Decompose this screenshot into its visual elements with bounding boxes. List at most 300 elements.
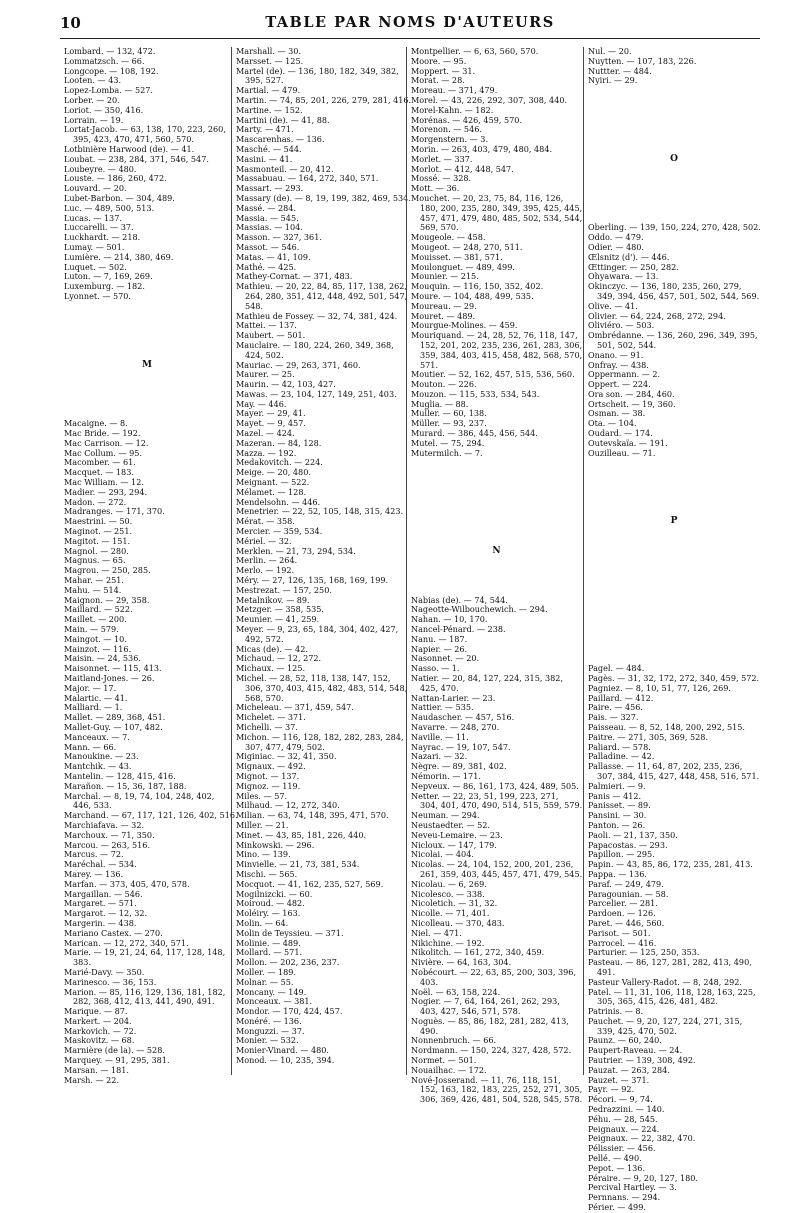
index-entry-continuation: 491. bbox=[597, 966, 616, 977]
index-entry: Mouriquand. — 24, 28, 52, 76, 118, 147, bbox=[411, 330, 578, 341]
index-entry: Nové-Josserand. — 11, 76, 118, 151, bbox=[411, 1074, 561, 1085]
index-entry: Morlet. — 337. bbox=[411, 153, 473, 164]
index-entry-continuation: 571. bbox=[420, 359, 439, 370]
index-entry: Magrou. — 250, 285. bbox=[64, 565, 151, 576]
index-entry: Muller. — 60, 138. bbox=[411, 408, 487, 419]
index-entry: Nasonnet. — 20. bbox=[411, 653, 480, 664]
index-entry: Looten. — 43. bbox=[64, 75, 122, 86]
index-entry: Marchand. — 67, 117, 121, 126, 402, 516. bbox=[64, 810, 238, 821]
index-entry: Olive. — 41. bbox=[588, 300, 638, 311]
index-entry: Martin. — 74, 85, 201, 226, 279, 281, 416. bbox=[236, 94, 412, 105]
index-entry: Luc. — 489, 500, 513. bbox=[64, 202, 155, 213]
index-entry-continuation: 349, 394, 456, 457, 501, 502, 544, 569. bbox=[597, 290, 760, 301]
index-entry: Metalnikov. — 89. bbox=[236, 594, 310, 605]
index-entry-continuation: 569, 570. bbox=[420, 222, 459, 233]
blank-line bbox=[411, 458, 582, 468]
blank-line bbox=[411, 556, 582, 566]
blank-line bbox=[588, 184, 760, 194]
index-entry: Mestrezat. — 157, 250. bbox=[236, 584, 332, 595]
index-entry: Lopez-Lomba. — 527. bbox=[64, 85, 153, 96]
index-entry-continuation: 424, 502. bbox=[245, 349, 284, 360]
index-entry: Marcus. — 72. bbox=[64, 849, 124, 860]
index-entry: Main. — 579. bbox=[64, 624, 119, 635]
index-entry: Mann. — 66. bbox=[64, 741, 117, 752]
index-entry: Périer. — 499. bbox=[588, 1202, 646, 1213]
index-entry: Marañon. — 15, 36, 187, 188. bbox=[64, 780, 187, 791]
index-entry: Massot. — 546. bbox=[236, 241, 300, 252]
index-entry: Moiroud. — 482. bbox=[236, 898, 305, 909]
index-entry: Mainzot. — 116. bbox=[64, 643, 132, 654]
index-entry: Menetrier. — 22, 52, 105, 148, 315, 423. bbox=[236, 506, 404, 517]
index-entry: Michon. — 116, 128, 182, 282, 283, 284, bbox=[236, 731, 404, 742]
index-entry: Parturier. — 125, 250, 353. bbox=[588, 947, 700, 958]
index-entry: Netter. — 22, 23, 51, 199, 223, 271, bbox=[411, 790, 559, 801]
index-entry: Nonnenbruch. — 66. bbox=[411, 1035, 497, 1046]
index-entry-continuation: 492, 572. bbox=[245, 633, 284, 644]
blank-line bbox=[588, 625, 760, 635]
index-entry: Molin. — 64. bbox=[236, 917, 289, 928]
index-entry: Massart. — 293. bbox=[236, 183, 304, 194]
index-entry: Marey. — 136. bbox=[64, 868, 124, 879]
index-entry: Morat. — 28. bbox=[411, 75, 465, 86]
blank-line bbox=[588, 106, 760, 116]
blank-line bbox=[588, 488, 760, 498]
blank-line bbox=[411, 507, 582, 517]
index-entry: Mac Bride. — 192. bbox=[64, 428, 141, 439]
index-entry: Micheleau. — 371, 459, 547. bbox=[236, 702, 354, 713]
index-entry: Oberling. — 139, 150, 224, 270, 428, 502. bbox=[588, 222, 761, 233]
index-entry: Medakovitch. — 224. bbox=[236, 457, 323, 468]
index-entry: Massabuau. — 164, 272, 340, 571. bbox=[236, 173, 379, 184]
blank-line bbox=[588, 537, 760, 547]
index-entry: Morénas. — 426, 459, 570. bbox=[411, 114, 523, 125]
index-entry: Pagel. — 484. bbox=[588, 663, 645, 674]
index-entry: Michaud. — 12, 272. bbox=[236, 653, 322, 664]
index-entry: May. — 446. bbox=[236, 398, 287, 409]
index-entry: Manoukine. — 23. bbox=[64, 751, 139, 762]
index-entry: Marié-Davy. — 350. bbox=[64, 966, 145, 977]
index-entry: Marion. — 85, 116, 129, 136, 181, 182, bbox=[64, 986, 226, 997]
index-entry: Molnar. — 55. bbox=[236, 976, 294, 987]
index-entry: Papin. — 43, 85, 86, 172, 235, 281, 413. bbox=[588, 859, 753, 870]
index-entry: Mathieu de Fossey. — 32, 74, 381, 424. bbox=[236, 310, 398, 321]
index-entry: Meige. — 20, 480. bbox=[236, 467, 311, 478]
index-entry: Morenon. — 546. bbox=[411, 124, 482, 135]
index-entry: Mougeole. — 458. bbox=[411, 232, 486, 243]
index-entry: Martel (de). — 136, 180, 182, 349, 382, bbox=[236, 65, 399, 76]
index-entry: Morlot. — 412, 448, 547. bbox=[411, 163, 514, 174]
blank-line bbox=[64, 312, 230, 322]
index-entry-continuation: 307, 384, 415, 427, 448, 458, 516, 571. bbox=[597, 770, 760, 781]
index-entry: Marinesco. — 36, 153. bbox=[64, 976, 157, 987]
index-entry: Marfan. — 373, 405, 470, 578. bbox=[64, 878, 190, 889]
index-entry: Michaux. — 125. bbox=[236, 663, 306, 674]
index-entry: Maurin. — 42, 103, 427. bbox=[236, 379, 336, 390]
index-entry: Masmonteil. — 20, 412. bbox=[236, 163, 334, 174]
blank-line bbox=[588, 116, 760, 126]
index-entry: Minkowski. — 296. bbox=[236, 839, 315, 850]
index-entry: Mayet. — 9, 457. bbox=[236, 418, 306, 429]
index-entry: Patrinis. — 8. bbox=[588, 1006, 644, 1017]
blank-line bbox=[64, 400, 230, 410]
index-entry: Pardoen. — 126. bbox=[588, 908, 656, 919]
blank-line bbox=[411, 478, 582, 488]
index-entry-continuation: 403. bbox=[420, 976, 439, 987]
index-entry: Meyer. — 9, 23, 65, 184, 304, 402, 427, bbox=[236, 624, 399, 635]
index-entry: Onano. — 91. bbox=[588, 349, 644, 360]
page-title: TABLE PAR NOMS D'AUTEURS bbox=[265, 14, 555, 31]
index-entry: Marie. — 19, 21, 24, 64, 117, 128, 148, bbox=[64, 947, 226, 958]
index-entry: Monier-Vinard. — 480. bbox=[236, 1045, 329, 1056]
index-entry: Nivière. — 64, 163, 304. bbox=[411, 957, 512, 968]
index-entry: Michel. — 28, 52, 118, 138, 147, 152, bbox=[236, 673, 391, 683]
index-entry-continuation: 339, 425, 470, 502. bbox=[597, 1025, 677, 1036]
page-number: 10 bbox=[60, 14, 81, 32]
blank-line bbox=[588, 478, 760, 488]
index-entry: Maestrini. — 50. bbox=[64, 516, 133, 527]
index-entry: Murard. — 386, 445, 456, 544. bbox=[411, 428, 538, 439]
index-entry: Maingot. — 10. bbox=[64, 633, 127, 644]
blank-line bbox=[588, 96, 760, 106]
blank-line bbox=[588, 86, 760, 96]
index-entry: Pécori. — 9, 74. bbox=[588, 1094, 653, 1105]
index-entry: Marty. — 471. bbox=[236, 124, 294, 135]
index-entry: Ombrédanne. — 136, 260, 296, 349, 395, bbox=[588, 330, 758, 341]
index-entry: Nazari. — 32. bbox=[411, 751, 468, 762]
index-entry-continuation: 425, 470. bbox=[420, 682, 459, 693]
blank-line bbox=[411, 468, 582, 478]
index-entry: Mollard. — 571. bbox=[236, 947, 303, 958]
index-entry: Pélissier. — 456. bbox=[588, 1143, 656, 1154]
index-entry: Nattan-Larier. — 23. bbox=[411, 692, 496, 703]
index-entry: Panis — 412. bbox=[588, 790, 642, 801]
index-entry: Papillon. — 295. bbox=[588, 849, 655, 860]
index-entry: Oppermann. — 2. bbox=[588, 369, 661, 380]
index-entry: Mocquot. — 41, 162, 235, 527, 569. bbox=[236, 878, 384, 889]
index-entry: Luton. — 7, 169, 269. bbox=[64, 271, 153, 282]
index-entry: Pasteur Vallery-Radot. — 8, 248, 292. bbox=[588, 976, 742, 987]
index-entry: Maurer. — 25. bbox=[236, 369, 295, 380]
index-entry: Outevskaïa. — 191. bbox=[588, 437, 668, 448]
index-entry: Napier. — 26. bbox=[411, 643, 468, 654]
index-entry: Pais. — 327. bbox=[588, 712, 639, 723]
index-entry: Loriot. — 350, 416. bbox=[64, 104, 144, 115]
index-entry: Lorrain. — 19. bbox=[64, 114, 124, 125]
index-entry: Mendelsohn. — 446. bbox=[236, 496, 321, 507]
index-entry: Nuttter. — 484. bbox=[588, 65, 652, 76]
index-entry: Mercier. — 359, 534. bbox=[236, 526, 323, 537]
index-entry-continuation: 490. bbox=[420, 1025, 439, 1036]
index-entry: Moure. — 104, 488, 499, 535. bbox=[411, 290, 534, 301]
index-entry: Martine. — 152. bbox=[236, 104, 303, 115]
index-entry: Nicolesco. — 338. bbox=[411, 888, 485, 899]
blank-line bbox=[64, 380, 230, 390]
index-entry: Paisseau. — 8, 52, 148, 200, 292, 515. bbox=[588, 721, 745, 732]
index-entry: Mouquin. — 116, 150, 352, 402. bbox=[411, 281, 544, 292]
index-entry-continuation: 307, 477, 479, 502. bbox=[245, 741, 325, 752]
index-entry: Margerin. — 438. bbox=[64, 917, 137, 928]
blank-line bbox=[588, 165, 760, 175]
index-entry: Mariano Castex. — 270. bbox=[64, 927, 163, 938]
index-entry: Pautrier. — 139, 308, 492. bbox=[588, 1055, 696, 1066]
index-entry: Miginiac. — 32, 41, 350. bbox=[236, 751, 337, 762]
section-letter: M bbox=[142, 359, 152, 370]
index-entry: Maréchal. — 534. bbox=[64, 859, 137, 870]
index-entry: Merlo. — 192. bbox=[236, 565, 295, 576]
blank-line bbox=[588, 615, 760, 625]
index-entry: Lyonnet. — 570. bbox=[64, 290, 131, 301]
index-entry: Naudascher. — 457, 516. bbox=[411, 712, 515, 723]
index-entry: Peignaux. — 22, 382, 470. bbox=[588, 1133, 696, 1144]
blank-line bbox=[588, 204, 760, 214]
index-entry: Palmieri. — 9. bbox=[588, 780, 646, 791]
index-entry: Mazel. — 424. bbox=[236, 428, 295, 439]
index-entry: Micas (de). — 42. bbox=[236, 643, 308, 654]
index-entry: Ouzilleau. — 71. bbox=[588, 447, 656, 458]
index-entry: Marchoux. — 71, 350. bbox=[64, 829, 155, 840]
index-entry: Mayer. — 29, 41. bbox=[236, 408, 306, 419]
index-entry-continuation: 180, 200, 235, 280, 349, 395, 425, 445, bbox=[420, 202, 583, 213]
index-entry: Neuman. — 294. bbox=[411, 810, 480, 821]
index-entry: Mogilnizcki. — 60. bbox=[236, 888, 313, 899]
index-entry: Noël. — 63, 158, 224. bbox=[411, 986, 501, 997]
index-entry: Mondor. — 170, 424, 457. bbox=[236, 1006, 343, 1017]
index-entry-continuation: 568, 570. bbox=[245, 692, 284, 703]
index-entry-continuation: 152, 163, 182, 183, 225, 252, 271, 305, bbox=[420, 1084, 583, 1095]
index-entry: Nicolai. — 404. bbox=[411, 849, 474, 860]
index-entry: Onfray. — 438. bbox=[588, 359, 649, 370]
index-entry: Nordmann. — 150, 224, 327, 428, 572. bbox=[411, 1045, 572, 1056]
index-entry: Lommatzsch. — 66. bbox=[64, 55, 145, 66]
blank-line bbox=[411, 498, 582, 508]
index-entry: Nègre. — 89, 381, 402. bbox=[411, 761, 507, 772]
blank-line bbox=[411, 576, 582, 586]
index-entry: Némorin. — 171. bbox=[411, 770, 481, 781]
index-entry: Mauriac. — 29, 263, 371, 460. bbox=[236, 359, 361, 370]
blank-line bbox=[64, 390, 230, 400]
index-entry: Mischi. — 565. bbox=[236, 868, 298, 879]
index-entry: Milian. — 63, 74, 148, 395, 471, 570. bbox=[236, 810, 389, 821]
index-entry: Pellé. — 490. bbox=[588, 1153, 642, 1164]
blank-line bbox=[588, 576, 760, 586]
blank-line bbox=[64, 341, 230, 351]
index-entry: Meignant. — 522. bbox=[236, 477, 310, 488]
index-entry: Paraf. — 249, 479. bbox=[588, 878, 664, 889]
index-entry-continuation: 457, 471, 479, 480, 485, 502, 534, 544, bbox=[420, 212, 583, 223]
index-entry: Mallet-Guy. — 107, 482. bbox=[64, 721, 163, 732]
index-entry: Magitot. — 151. bbox=[64, 535, 131, 546]
index-entry: Péhu. — 28, 545. bbox=[588, 1113, 658, 1124]
blank-line bbox=[588, 547, 760, 557]
index-entry: Paliard. — 578. bbox=[588, 741, 651, 752]
index-entry: Nicolas. — 24, 104, 152, 200, 201, 236, bbox=[411, 859, 574, 870]
index-entry: Minet. — 43, 85, 181, 226, 440. bbox=[236, 829, 367, 840]
index-entry: Mériel. — 32. bbox=[236, 535, 292, 546]
index-entry: Lumay. — 501. bbox=[64, 241, 125, 252]
index-entry: Metzger. — 358, 535. bbox=[236, 604, 324, 615]
index-entry-continuation: 395, 527. bbox=[245, 75, 284, 86]
index-entry: Loubeyre. — 480. bbox=[64, 163, 137, 174]
index-entry: Nicoletich. — 31, 32. bbox=[411, 898, 498, 909]
index-entry: Nicolau. — 6, 269. bbox=[411, 878, 487, 889]
index-entry: Marsh. — 22. bbox=[64, 1074, 120, 1085]
index-column-2 bbox=[231, 46, 412, 1075]
index-entry: Mignot. — 137. bbox=[236, 770, 300, 781]
blank-line bbox=[588, 125, 760, 135]
index-entry: Montpellier. — 6, 63, 560, 570. bbox=[411, 46, 539, 56]
index-column-1 bbox=[60, 46, 238, 1085]
index-entry: Palladine. — 42. bbox=[588, 751, 655, 762]
index-entry: Markovich. — 72. bbox=[64, 1025, 137, 1036]
index-entry: Mawas. — 23, 104, 127, 149, 251, 403. bbox=[236, 388, 397, 399]
index-entry: Mourgue-Molines. — 459. bbox=[411, 320, 518, 331]
index-entry: Paret. — 446, 560. bbox=[588, 917, 665, 928]
index-entry: Moutier. — 52, 162, 457, 515, 536, 560. bbox=[411, 369, 575, 380]
index-entry: Masson. — 327, 361. bbox=[236, 232, 322, 243]
index-entry-continuation: 395, 423, 470, 471, 560, 570. bbox=[73, 134, 194, 145]
index-entry: Mahu. — 514. bbox=[64, 584, 122, 595]
index-entry: Pagès. — 31, 32, 172, 272, 340, 459, 572. bbox=[588, 673, 760, 683]
index-entry: Mouzon. — 115, 533, 534, 543. bbox=[411, 388, 540, 399]
index-entry-continuation: 446, 533. bbox=[73, 800, 112, 811]
index-entry: Percival Hartley. — 3. bbox=[588, 1182, 677, 1193]
index-columns bbox=[60, 46, 761, 1213]
index-entry: Madier. — 293, 294. bbox=[64, 486, 148, 497]
index-entry: Moppert. — 31. bbox=[411, 65, 476, 76]
index-entry: Nanu. — 187. bbox=[411, 633, 468, 644]
index-column-3 bbox=[406, 46, 583, 1105]
index-entry-continuation: 282, 368, 412, 413, 441, 490, 491. bbox=[73, 996, 215, 1007]
index-entry: Miller. — 21. bbox=[236, 819, 289, 830]
index-entry: Pernnans. — 294. bbox=[588, 1192, 661, 1203]
index-entry: Martini (de). — 41, 88. bbox=[236, 114, 330, 125]
index-entry: Lubet-Barbon. — 304, 489. bbox=[64, 192, 175, 203]
blank-line bbox=[588, 458, 760, 468]
index-entry: Mino. — 139. bbox=[236, 849, 291, 860]
index-entry: Marican. — 12, 272, 340, 571. bbox=[64, 937, 189, 948]
index-entry: Markert. — 204. bbox=[64, 1015, 132, 1026]
index-entry-continuation: 152, 201, 202, 235, 236, 261, 283, 306, bbox=[420, 339, 583, 350]
index-entry-continuation: 383. bbox=[73, 957, 92, 968]
index-entry: Pauzat. — 263, 284. bbox=[588, 1064, 670, 1075]
blank-line bbox=[588, 605, 760, 615]
section-letter: N bbox=[492, 545, 501, 556]
blank-line bbox=[64, 302, 230, 312]
index-entry: Madranges. — 171, 370. bbox=[64, 506, 165, 517]
index-entry: Mélamet. — 128. bbox=[236, 486, 307, 497]
index-entry: Maisonnet. — 115, 413. bbox=[64, 663, 162, 674]
index-entry: Marshall. — 30. bbox=[236, 46, 302, 56]
index-entry: Paunz. — 60, 240. bbox=[588, 1035, 662, 1046]
index-entry: Oddo. — 479. bbox=[588, 232, 644, 243]
index-entry: Mathieu. — 20, 22, 84, 85, 117, 138, 262, bbox=[236, 281, 407, 292]
index-entry: Muglia. — 88. bbox=[411, 398, 469, 409]
index-entry: Lorber. — 20. bbox=[64, 94, 120, 105]
index-entry: Moore. — 95. bbox=[411, 55, 467, 66]
index-entry: Marchiafava. — 32. bbox=[64, 819, 145, 830]
index-entry: Luccarelli. — 37. bbox=[64, 222, 134, 233]
index-entry: Moreau. — 371, 479. bbox=[411, 85, 498, 96]
index-entry: Nabias (de). — 74, 544. bbox=[411, 594, 508, 605]
index-entry: Panton. — 26. bbox=[588, 819, 646, 830]
index-entry: Nicloux. — 147, 179. bbox=[411, 839, 497, 850]
index-entry: Nattier. — 535. bbox=[411, 702, 474, 713]
index-entry: Malartic. — 41. bbox=[64, 692, 128, 703]
index-entry: Pedrazzini. — 140. bbox=[588, 1104, 665, 1115]
index-entry: Moureau. — 29. bbox=[411, 300, 477, 311]
index-entry: Luquet. — 502. bbox=[64, 261, 127, 272]
index-entry: Oudard. — 174. bbox=[588, 428, 653, 439]
index-entry: Manceaux. — 7. bbox=[64, 731, 130, 742]
index-entry: Navarre. — 248, 270. bbox=[411, 721, 500, 732]
index-entry: Nageotte-Wilbouchewich. — 294. bbox=[411, 604, 548, 615]
index-entry: Mouret. — 489. bbox=[411, 310, 476, 321]
index-entry: Okinczyc. — 136, 180, 235, 260, 279, bbox=[588, 281, 742, 292]
index-entry: Paupert-Raveau. — 24. bbox=[588, 1045, 683, 1056]
index-entry: Masché. — 544. bbox=[236, 143, 302, 154]
index-entry: Monod. — 10, 235, 394. bbox=[236, 1055, 335, 1066]
index-entry: Nayrac. — 19, 107, 547. bbox=[411, 741, 511, 752]
index-entry: Molinie. — 489. bbox=[236, 937, 301, 948]
index-entry: Parcelier. — 281. bbox=[588, 898, 658, 909]
index-entry: Œttinger. — 250, 282. bbox=[588, 261, 679, 272]
blank-line bbox=[588, 468, 760, 478]
index-entry: Noguès. — 85, 86, 182, 281, 282, 413, bbox=[411, 1015, 569, 1026]
index-entry: Œlsnitz (d'). — 446. bbox=[588, 251, 670, 262]
index-entry: Loubat. — 238, 284, 371, 546, 547. bbox=[64, 153, 209, 164]
index-entry: Ota. — 104. bbox=[588, 418, 637, 429]
index-entry: Mounier. — 215. bbox=[411, 271, 479, 282]
index-entry: Maillard. — 522. bbox=[64, 604, 133, 615]
index-entry: Mac William. — 12. bbox=[64, 477, 144, 488]
index-entry: Normet. — 501. bbox=[411, 1055, 477, 1066]
index-entry: Nikolitch. — 161, 272, 340, 459. bbox=[411, 947, 545, 958]
index-entry: Massias. — 104. bbox=[236, 222, 303, 233]
blank-line bbox=[411, 566, 582, 576]
index-entry-continuation: 264, 280, 351, 412, 448, 492, 501, 547, bbox=[245, 290, 408, 301]
index-entry: Pagniez. — 8, 10, 51, 77, 126, 269. bbox=[588, 682, 731, 693]
index-entry: Lombard. — 132, 472. bbox=[64, 46, 156, 56]
index-entry: Macquet. — 183. bbox=[64, 467, 134, 478]
index-entry: Monier. — 532. bbox=[236, 1035, 299, 1046]
index-entry-continuation: 304, 401, 470, 490, 514, 515, 559, 579. bbox=[420, 800, 583, 811]
index-entry: Mérat. — 358. bbox=[236, 516, 295, 527]
index-entry: Nahan. — 10, 170. bbox=[411, 614, 488, 625]
index-entry: Monceaux. — 381. bbox=[236, 996, 313, 1007]
index-entry: Mignoz. — 119. bbox=[236, 780, 301, 791]
index-entry: Maginot. — 251. bbox=[64, 526, 133, 537]
index-entry: Nicolle. — 71, 401. bbox=[411, 908, 490, 919]
index-entry: Morel-Kahn. — 182. bbox=[411, 104, 494, 115]
index-entry: Margaret. — 571. bbox=[64, 898, 137, 909]
index-entry: Macaigne. — 8. bbox=[64, 418, 128, 429]
index-entry: Michelli. — 37. bbox=[236, 721, 298, 732]
header-rule bbox=[60, 38, 760, 39]
index-entry: Marchal. — 8, 19, 74, 104, 248, 402, bbox=[64, 790, 215, 801]
index-entry: Nul. — 20. bbox=[588, 46, 632, 56]
index-entry: Mutel. — 75, 294. bbox=[411, 437, 485, 448]
index-entry: Panisset. — 89. bbox=[588, 800, 651, 811]
index-entry: Nepveux. — 86, 161, 173, 424, 489, 505. bbox=[411, 780, 579, 791]
index-entry: Magnus. — 65. bbox=[64, 555, 126, 566]
index-entry: Margaillan. — 546. bbox=[64, 888, 143, 899]
index-entry: Mutermilch. — 7. bbox=[411, 447, 483, 458]
index-entry: Méry. — 27, 126, 135, 168, 169, 199. bbox=[236, 575, 389, 586]
index-entry: Neustaedter. — 52. bbox=[411, 819, 490, 830]
index-entry: Olivier. — 64, 224, 268, 272, 294. bbox=[588, 310, 726, 321]
index-entry: Nouailhac. — 172. bbox=[411, 1064, 487, 1075]
index-entry: Morel. — 43, 226, 292, 307, 308, 440. bbox=[411, 94, 568, 105]
